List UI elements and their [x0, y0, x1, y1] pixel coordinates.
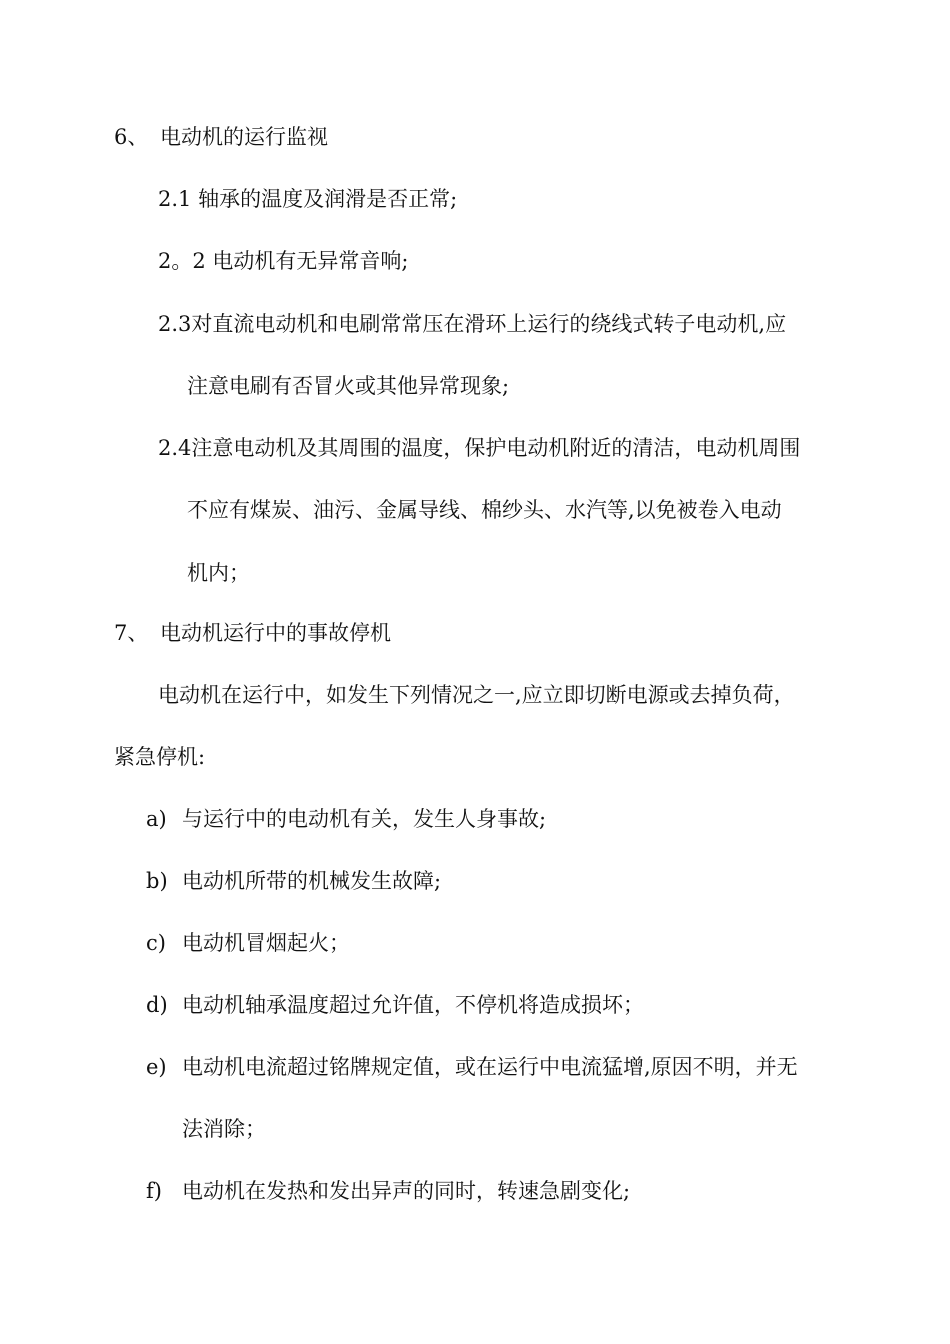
list-item-f [146, 1177, 630, 1205]
item-2-4-text-line-2: 不应有煤炭、油污、金属导线、棉纱头、水汽等,以免被卷入电动 [187, 498, 782, 522]
item-2-3-label: 2.3 [158, 312, 192, 336]
list-item-d-label: d) [146, 993, 168, 1017]
item-2-3-text-line-1: 对直流电动机和电刷常常压在滑环上运行的绕线式转子电动机,应 [191, 312, 787, 336]
section-6-heading [114, 123, 328, 151]
section-7-heading [114, 619, 391, 647]
list-item-e-text-line-2: 法消除； [182, 1117, 266, 1141]
list-item-c [146, 929, 350, 957]
list-item-b [146, 867, 441, 895]
item-2-2-label: 2。2 [158, 249, 206, 273]
list-item-e [146, 1053, 798, 1081]
item-2-1-label: 2.1 [158, 187, 192, 211]
item-2-4-text-line-1: 注意电动机及其周围的温度，保护电动机附近的清洁，电动机周围 [191, 436, 801, 460]
item-2-2 [158, 247, 409, 275]
item-2-3-text-line-2: 注意电刷有否冒火或其他异常现象; [187, 374, 510, 398]
list-item-b-label: b) [146, 869, 168, 893]
section-7-number: 7、 [114, 621, 149, 645]
section-7-title: 电动机运行中的事故停机 [160, 621, 391, 645]
section-7-intro-line-1: 电动机在运行中，如发生下列情况之一,应立即切断电源或去掉负荷， [158, 683, 795, 707]
item-2-4-label: 2.4 [158, 436, 192, 460]
list-item-b-text: 电动机所带的机械发生故障; [182, 869, 442, 893]
list-item-e-text-line-1: 电动机电流超过铭牌规定值，或在运行中电流猛增,原因不明，并无 [182, 1055, 798, 1079]
section-7-intro-line-2: 紧急停机: [114, 745, 206, 769]
list-item-f-text: 电动机在发热和发出异声的同时，转速急剧变化; [182, 1179, 631, 1203]
list-item-a [146, 805, 546, 833]
list-item-e-label: e) [146, 1055, 167, 1079]
list-item-c-label: c) [146, 931, 166, 955]
item-2-1 [158, 185, 457, 213]
list-item-d [146, 991, 644, 1019]
list-item-a-label: a) [146, 807, 167, 831]
section-6-number: 6、 [114, 125, 149, 149]
section-6-title: 电动机的运行监视 [160, 125, 328, 149]
list-item-a-text: 与运行中的电动机有关，发生人身事故; [182, 807, 547, 831]
item-2-4 [158, 434, 800, 462]
item-2-4-text-line-3: 机内； [187, 561, 250, 585]
item-2-1-text: 轴承的温度及润滑是否正常; [198, 187, 458, 211]
item-2-2-text: 电动机有无异常音响; [212, 249, 409, 273]
list-item-f-label: f) [146, 1179, 162, 1203]
item-2-3 [158, 310, 786, 338]
list-item-c-text: 电动机冒烟起火； [182, 931, 350, 955]
list-item-d-text: 电动机轴承温度超过允许值，不停机将造成损坏； [182, 993, 644, 1017]
